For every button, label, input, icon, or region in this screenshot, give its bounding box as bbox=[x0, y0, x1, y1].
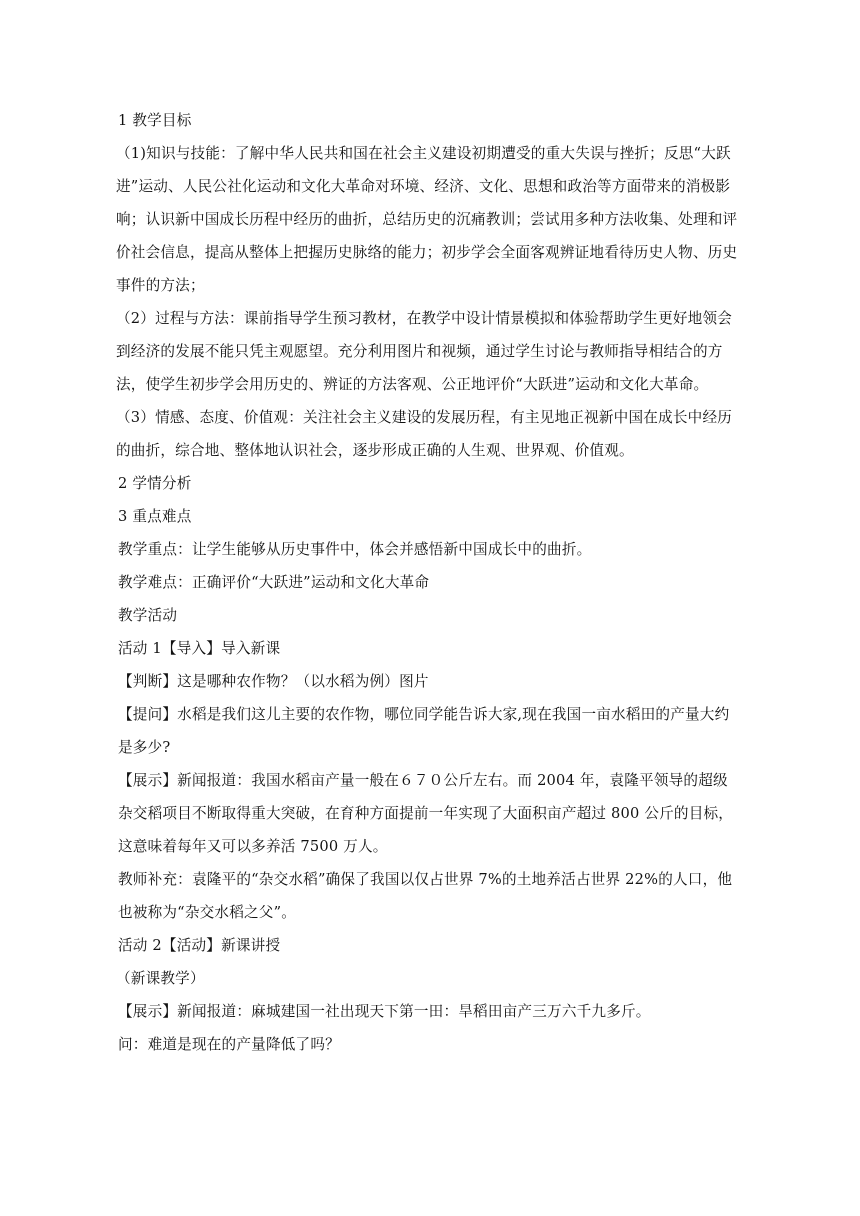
paragraph-teacher-supplement: 教师补充：袁隆平的“杂交水稻”确保了我国以仅占世界 7%的土地养活占世界 22%的人口，他也被称为“杂交水稻之父”。 bbox=[118, 871, 733, 921]
document-page bbox=[118, 104, 738, 1061]
paragraph-process-methods: （2）过程与方法：课前指导学生预习教材，在教学中设计情景模拟和体验帮助学生更好地领会到经济的发展不能只凭主观愿望。充分利用图片和视频，通过学生讨论与教师指导相结合的方法，使学生初步学会用历史的、辨证的方法客观、公正地评价“大跃进”运动和文化大革命。 bbox=[116, 310, 733, 393]
heading-activity-1: 活动 1【导入】导入新课 bbox=[118, 640, 281, 657]
heading-activity-2: 活动 2【活动】新课讲授 bbox=[118, 937, 281, 954]
paragraph-judge: 【判断】这是哪种农作物？（以水稻为例）图片 bbox=[118, 673, 429, 690]
paragraph-news-report-1: 【展示】新闻报道：我国水稻亩产量一般在６７０公斤左右。而 2004 年，袁隆平领导的超级杂交稻项目不断取得重大突破，在育种方面提前一年实现了大面积亩产超过 800 公斤的目标，这意味着每年又可以多养活 7500 万人。 bbox=[118, 772, 734, 855]
paragraph-teaching-focus: 教学重点：让学生能够从历史事件中，体会并感悟新中国成长中的曲折。 bbox=[118, 541, 592, 558]
paragraph-knowledge-skills: （1)知识与技能：了解中华人民共和国在社会主义建设初期遭受的重大失误与挫折；反思“大跃进”运动、人民公社化运动和文化大革命对环境、经济、文化、思想和政治等方面带来的消极影响；认识新中国成长历程中经历的曲折，总结历史的沉痛教训；尝试用多种方法收集、处理和评价社会信息，提高从整体上把握历史脉络的能力；初步学会全面客观辨证地看待历史人物、历史事件的方法； bbox=[116, 145, 738, 294]
paragraph-question: 【提问】水稻是我们这儿主要的农作物，哪位同学能告诉大家,现在我国一亩水稻田的产量大约是多少? bbox=[118, 706, 730, 756]
heading-student-analysis: 2 学情分析 bbox=[118, 475, 192, 492]
heading-teaching-activities: 教学活动 bbox=[118, 607, 178, 624]
heading-key-points: 3 重点难点 bbox=[118, 508, 192, 525]
paragraph-news-report-2: 【展示】新闻报道：麻城建国一社出现天下第一田：旱稻田亩产三万六千九多斤。 bbox=[118, 1003, 651, 1020]
paragraph-emotion-values: （3）情感、态度、价值观：关注社会主义建设的发展历程，有主见地正视新中国在成长中经历的曲折，综合地、整体地认识社会，逐步形成正确的人生观、世界观、价值观。 bbox=[116, 409, 733, 459]
paragraph-new-lesson: （新课教学） bbox=[116, 970, 205, 987]
paragraph-final-question: 问：难道是现在的产量降低了吗？ bbox=[118, 1036, 340, 1053]
paragraph-teaching-difficulty: 教学难点：正确评价“大跃进”运动和文化大革命 bbox=[118, 574, 430, 591]
heading-teaching-goals: 1 教学目标 bbox=[118, 112, 192, 129]
